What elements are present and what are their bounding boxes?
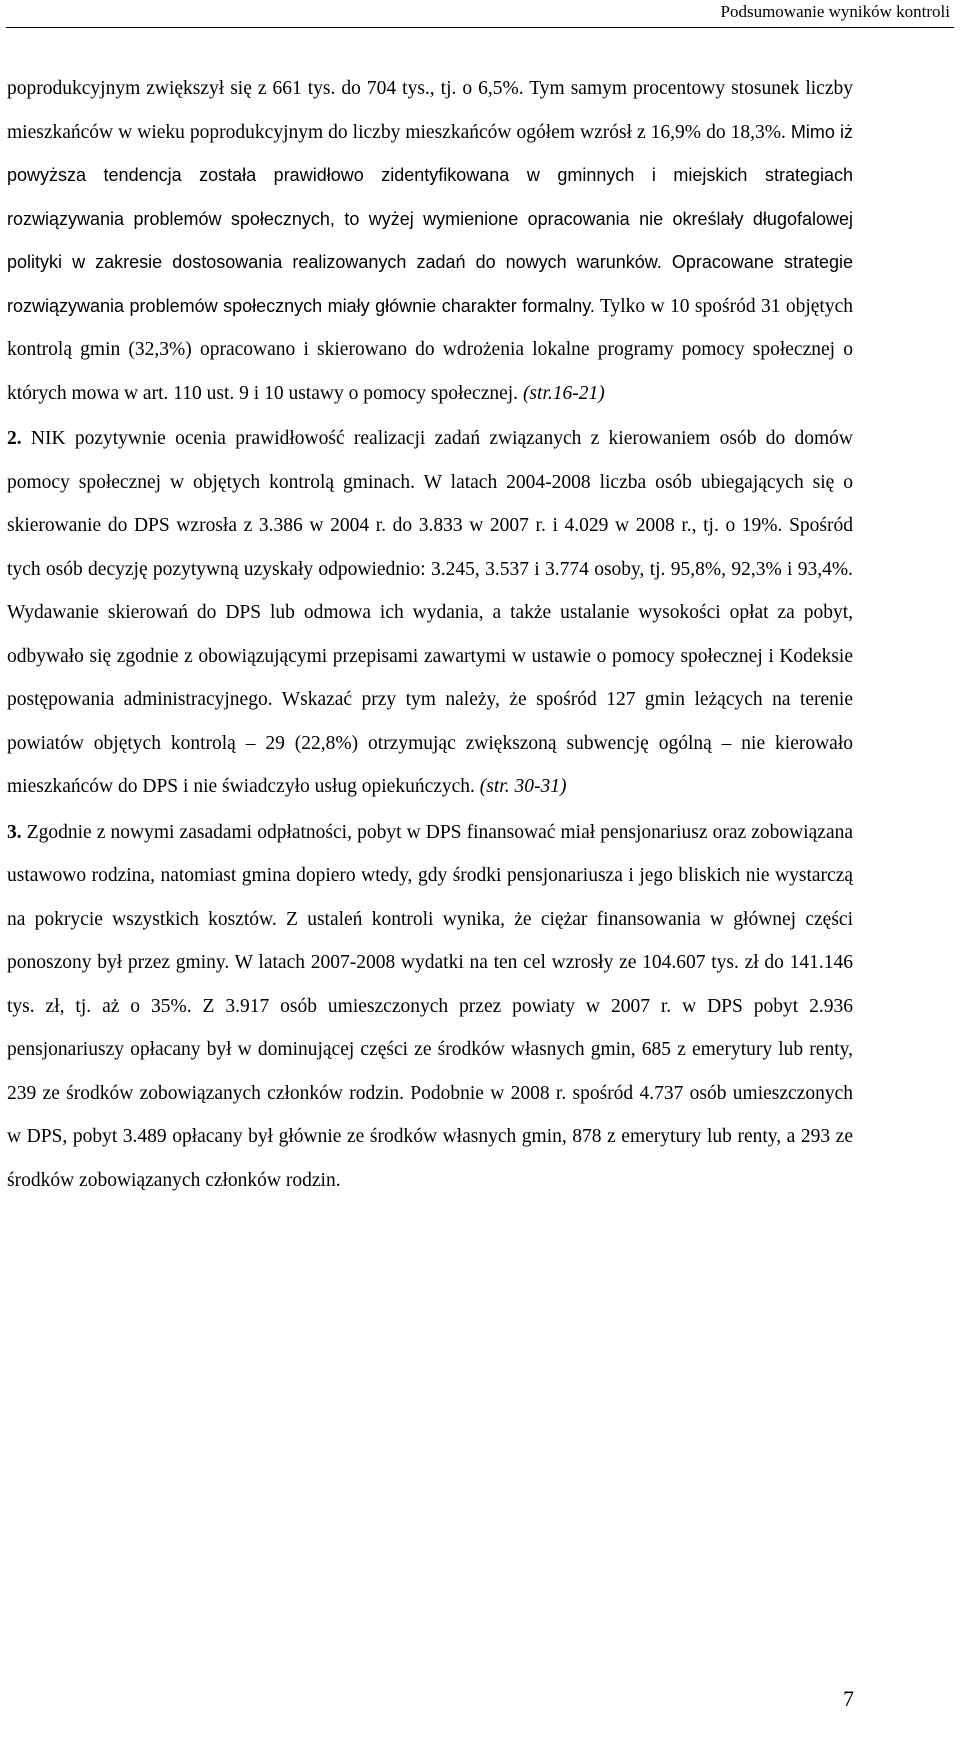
paragraph-2-page-reference: (str. 30-31) bbox=[479, 776, 567, 797]
paragraph-1-text-b: Mimo iż powyższa tendencja została prawidłowo zidentyfikowana w gminnych i miejskich strategiach rozwiązywania problemów społecznych, to wyżej wymienione opracowania nie określały długofalowej polityki w zakresie dostosowania realizowanych zadań do nowych warunków. Opracowane strategie rozwiązywania problemów społecznych miały głównie charakter formalny. bbox=[7, 121, 854, 316]
paragraph-2-text-e: Wskazać przy tym należy, że spośród 127 gmin leżących na terenie powiatów objętych kontrolą – 29 (22,8%) otrzymując zwiększoną subwencję ogólną – nie kierowało mieszkańców do DPS i nie świadczyło usług opiekuńczych. bbox=[7, 689, 853, 797]
paragraph-2-text-c: Spośród tych osób decyzję pozytywną uzyskały odpowiednio: 3.245, 3.537 i 3.774 osoby, tj. 95,8%, 92,3% i 93,4%. bbox=[7, 515, 853, 580]
document-body bbox=[7, 67, 853, 1202]
paragraph-1-text-a: poprodukcyjnym zwiększył się z 661 tys. do 704 tys., tj. o 6,5%. Tym samym procentowy stosunek liczby mieszkańców w wieku poprodukcyjnym do liczby mieszkańców ogółem wzrósł z 16,9% do 18,3%. bbox=[7, 78, 853, 143]
paragraph-2-text-a: NIK pozytywnie ocenia prawidłowość realizacji zadań związanych z kierowaniem osób do domów pomocy społecznej w objętych kontrolą gminach. bbox=[7, 428, 853, 493]
page-header bbox=[0, 0, 960, 28]
page-number: 7 bbox=[843, 1686, 854, 1711]
paragraph-3-text-d: Z 3.917 osób umieszczonych przez powiaty w 2007 r. w DPS pobyt 2.936 pensjonariuszy opłacany był w dominującej części ze środków własnych gmin, 685 z emerytury lub renty, 239 ze środków zobowiązanych członków rodzin. Podobnie w 2008 r. spośród 4.737 osób umieszczonych w DPS, pobyt 3.489 opłacany był głównie ze środków własnych gmin, 878 z emerytury lub renty, a 293 ze środków zobowiązanych członków rodzin. bbox=[7, 995, 854, 1191]
paragraph-1-text-c: Tylko w 10 spośród 31 objętych kontrolą gmin (32,3%) opracowano i skierowano do wdrożenia lokalne programy pomocy społecznej o których mowa w art. 110 ust. 9 i 10 ustawy o pomocy społecznej. bbox=[7, 295, 853, 404]
paragraph-2 bbox=[7, 417, 853, 809]
paragraph-3-text-a: Zgodnie z nowymi zasadami odpłatności, pobyt w DPS finansować miał pensjonariusz oraz zobowiązana ustawowo rodzina, natomiast gmina dopiero wtedy, gdy środki pensjonariusza i jego bliskich nie wystarczą na pokrycie wszystkich kosztów. bbox=[7, 821, 853, 930]
paragraph-2-text-d: Wydawanie skierowań do DPS lub odmowa ich wydania, a także ustalanie wysokości opłat za pobyt, odbywało się zgodnie z obowiązującymi przepisami zawartymi w ustawie o pomocy społecznej i Kodeksie postępowania administracyjnego. bbox=[7, 602, 853, 710]
header-title: Podsumowanie wyników kontroli bbox=[720, 2, 950, 21]
paragraph-3-text-c: W latach 2007-2008 wydatki na ten cel wzrosły ze 104.607 tys. zł do 141.146 tys. zł, tj. aż o 35%. bbox=[7, 952, 853, 1017]
paragraph-2-text-b: W latach 2004-2008 liczba osób ubiegających się o skierowanie do DPS wzrosła z 3.386 w 2004 r. do 3.833 w 2007 r. i 4.029 w 2008 r., tj. o 19%. bbox=[7, 471, 853, 536]
paragraph-3-number: 3. bbox=[7, 821, 22, 843]
paragraph-3 bbox=[7, 811, 853, 1203]
header-divider bbox=[6, 27, 954, 28]
paragraph-1 bbox=[7, 67, 853, 415]
paragraph-2-number: 2. bbox=[7, 428, 22, 449]
paragraph-1-page-reference: (str.16-21) bbox=[522, 382, 605, 404]
paragraph-3-text-b: Z ustaleń kontroli wynika, że ciężar finansowania w głównej części ponoszony był przez gminy. bbox=[7, 908, 853, 973]
